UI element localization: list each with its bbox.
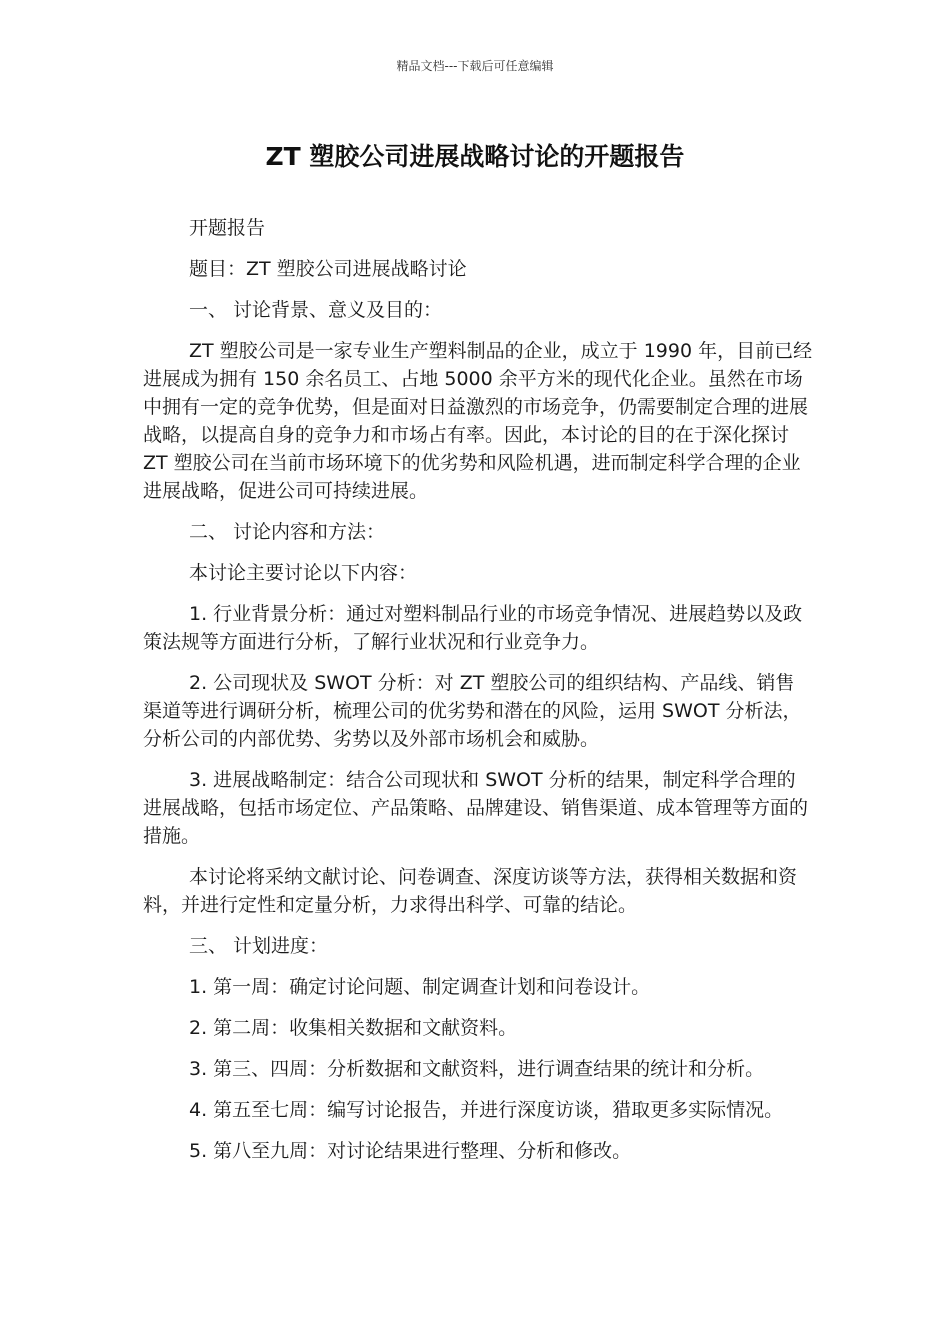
intro-label: 开题报告 xyxy=(189,217,266,239)
schedule-item-1: 1. 第一周：确定讨论问题、制定调查计划和问卷设计。 xyxy=(189,976,651,998)
document-body xyxy=(143,214,813,1178)
section2-heading: 二、 讨论内容和方法： xyxy=(189,521,386,543)
schedule-item-2: 2. 第二周：收集相关数据和文献资料。 xyxy=(189,1017,518,1039)
section2-method: 本讨论将采纳文献讨论、问卷调查、深度访谈等方法，获得相关数据和资料，并进行定性和定量分析，力求得出科学、可靠的结论。 xyxy=(143,866,798,916)
schedule-item-3: 3. 第三、四周：分析数据和文献资料，进行调查结果的统计和分析。 xyxy=(189,1058,765,1080)
section2-item-3: 3. 进展战略制定：结合公司现状和 SWOT 分析的结果，制定科学合理的进展战略，包括市场定位、产品策略、品牌建设、销售渠道、成本管理等方面的措施。 xyxy=(143,769,809,847)
section3-heading: 三、 计划进度： xyxy=(189,935,329,957)
section1-heading: 一、 讨论背景、意义及目的： xyxy=(189,299,443,321)
section2-item-1: 1. 行业背景分析：通过对塑料制品行业的市场竞争情况、进展趋势以及政策法规等方面进行分析，了解行业状况和行业竞争力。 xyxy=(143,603,803,653)
schedule-item-5: 5. 第八至九周：对讨论结果进行整理、分析和修改。 xyxy=(189,1140,632,1162)
schedule-item-4: 4. 第五至七周：编写讨论报告，并进行深度访谈，猎取更多实际情况。 xyxy=(189,1099,784,1121)
page-header-note: 精品文档---下载后可任意编辑 xyxy=(396,59,554,73)
section2-item-2: 2. 公司现状及 SWOT 分析：对 ZT 塑胶公司的组织结构、产品线、销售渠道等进行调研分析，梳理公司的优劣势和潜在的风险，运用 SWOT 分析法，分析公司的内部优势、劣势以及外部市场机会和威胁。 xyxy=(143,672,802,750)
section1-paragraph: ZT 塑胶公司是一家专业生产塑料制品的企业，成立于 1990 年，目前已经进展成为拥有 150 余名员工、占地 5000 余平方米的现代化企业。虽然在市场中拥有一定的竞争优势，但是面对日益激烈的市场竞争，仍需要制定合理的进展战略，以提高自身的竞争力和市场占有率。因此，本讨论的目的在于深化探讨 ZT 塑胶公司在当前市场环境下的优劣势和风险机遇，进而制定科学合理的企业进展战略，促进公司可持续进展。 xyxy=(143,340,813,502)
document-title: ZT 塑胶公司进展战略讨论的开题报告 xyxy=(265,142,685,171)
topic-line: 题目：ZT 塑胶公司进展战略讨论 xyxy=(189,258,467,280)
section2-lead: 本讨论主要讨论以下内容： xyxy=(189,562,418,584)
